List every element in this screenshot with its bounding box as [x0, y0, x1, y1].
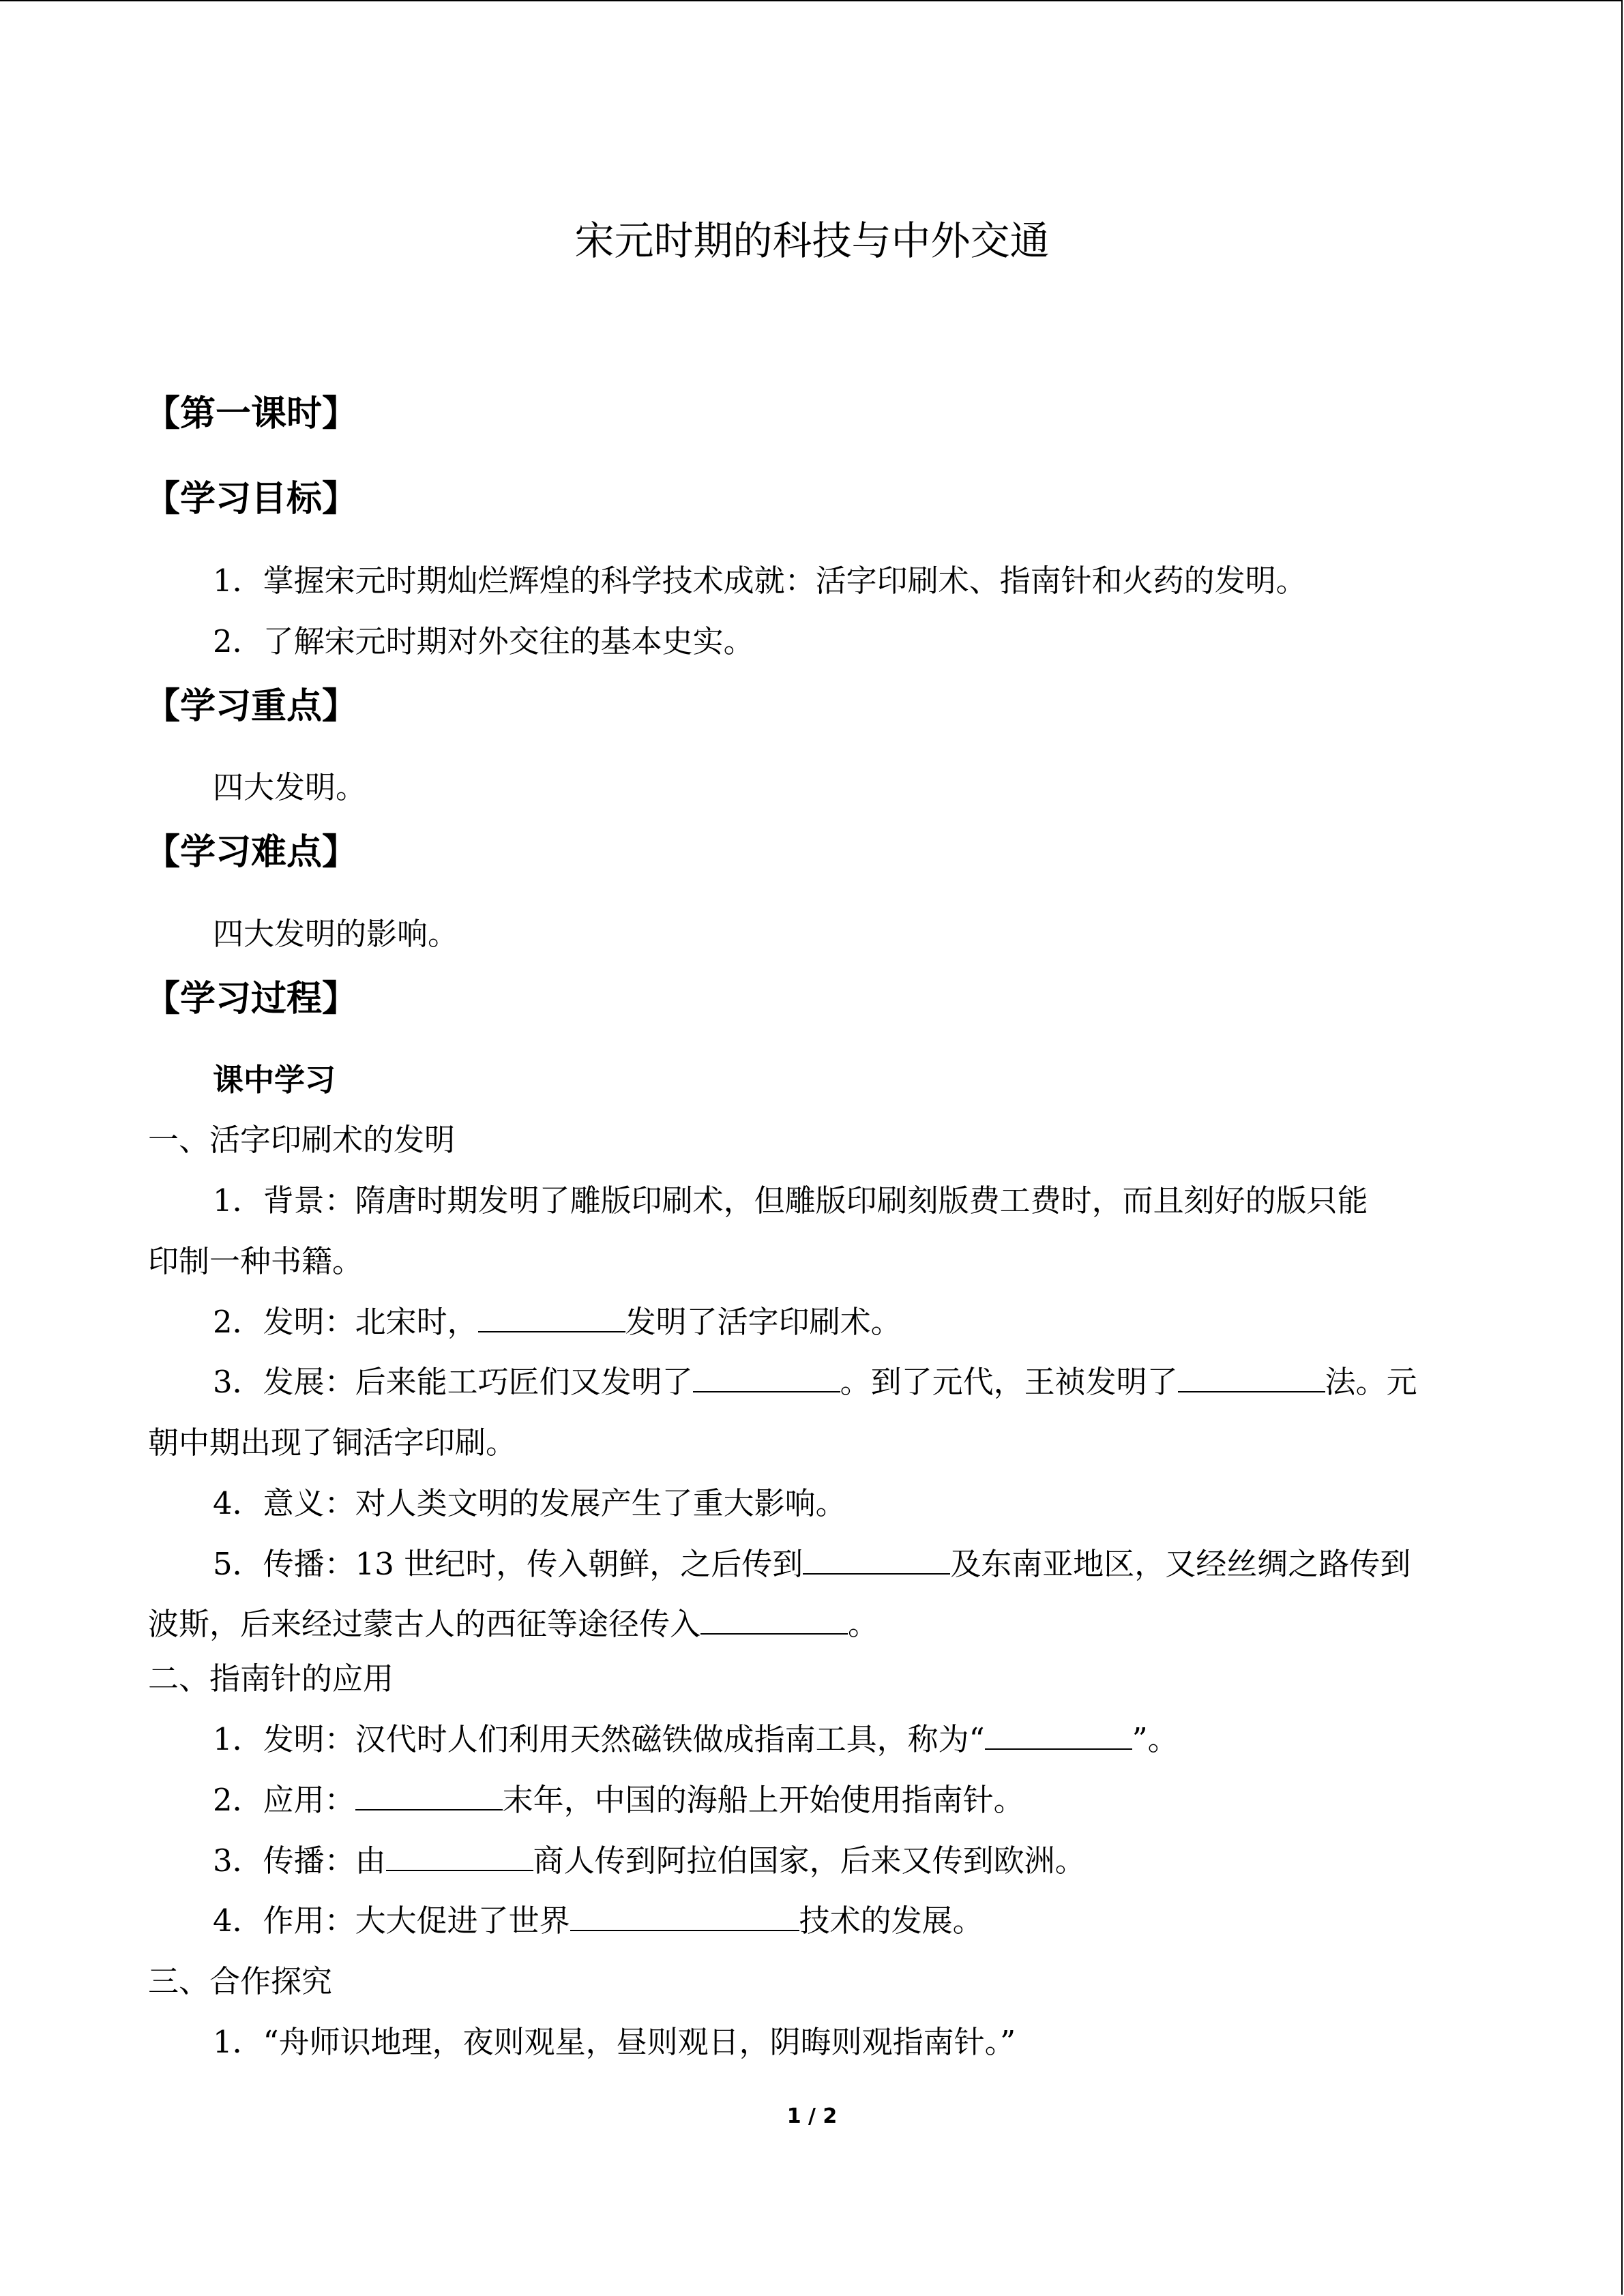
objective-item-2: 2．了解宋元时期对外交往的基本史实。: [213, 623, 754, 659]
part1-item3-text-b: 。到了元代，王祯发明了: [840, 1364, 1178, 1400]
part1-item1-line1: 1．背景：隋唐时期发明了雕版印刷术，但雕版印刷刻版费工费时，而且刻好的版只能: [213, 1182, 1368, 1219]
part1-item1-line2: 印制一种书籍。: [148, 1243, 364, 1279]
part1-item2-text-a: 2．发明：北宋时，: [213, 1304, 478, 1340]
part2-item3-text-a: 3．传播：由: [213, 1843, 386, 1879]
class-study-label: 课中学习: [213, 1062, 336, 1098]
part2-heading: 二、指南针的应用: [148, 1660, 394, 1697]
objectives-heading: 【学习目标】: [145, 479, 358, 520]
process-heading: 【学习过程】: [145, 979, 358, 1019]
part2-item2-text-a: 2．应用：: [213, 1782, 355, 1818]
part2-item4-text-a: 4．作用：大大促进了世界: [213, 1903, 570, 1939]
part1-item3-line2: 朝中期出现了铜活字印刷。: [148, 1425, 517, 1461]
fill-blank: [1178, 1360, 1325, 1392]
part1-item5-line2-text-b: 。: [848, 1606, 879, 1642]
fill-blank: [355, 1778, 503, 1810]
part1-item5-line2: [148, 1600, 879, 1648]
part2-item4-text-b: 技术的发展。: [799, 1903, 984, 1939]
part1-item3: [213, 1358, 1417, 1406]
part2-item1-text-b: ”。: [1132, 1721, 1179, 1757]
part3-heading: 三、合作探究: [148, 1963, 333, 1999]
part2-item4: [213, 1897, 984, 1945]
part1-item2: [213, 1298, 902, 1346]
difficulties-text: 四大发明的影响。: [213, 916, 459, 952]
part2-item1-text-a: 1．发明：汉代时人们利用天然磁铁做成指南工具，称为“: [213, 1721, 985, 1757]
objective-item-1: 1．掌握宋元时期灿烂辉煌的科学技术成就：活字印刷术、指南针和火药的发明。: [213, 563, 1307, 599]
part1-item4: 4．意义：对人类文明的发展产生了重大影响。: [213, 1485, 846, 1521]
part2-item3: [213, 1837, 1086, 1885]
page-number: 1 / 2: [786, 2104, 838, 2128]
page-title: 宋元时期的科技与中外交通: [574, 218, 1050, 264]
fill-blank: [478, 1300, 625, 1332]
part2-item2-text-b: 末年，中国的海船上开始使用指南针。: [502, 1782, 1024, 1818]
key-points-text: 四大发明。: [213, 769, 367, 805]
part2-item2: [213, 1776, 1024, 1824]
fill-blank: [985, 1717, 1132, 1750]
part1-item5-line2-text-a: 波斯，后来经过蒙古人的西征等途径传入: [148, 1606, 701, 1642]
part1-item5: [213, 1540, 1411, 1588]
difficulties-heading: 【学习难点】: [145, 832, 358, 873]
fill-blank: [700, 1602, 848, 1635]
fill-blank: [386, 1838, 533, 1871]
part2-item3-text-b: 商人传到阿拉伯国家，后来又传到欧洲。: [533, 1843, 1086, 1879]
part1-heading: 一、活字印刷术的发明: [148, 1122, 456, 1158]
fill-blank: [803, 1542, 950, 1575]
part1-item5-text-a: 5．传播：13 世纪时，传入朝鲜，之后传到: [213, 1546, 803, 1582]
part1-item3-text-a: 3．发展：后来能工巧匠们又发明了: [213, 1364, 693, 1400]
part2-item1: [213, 1716, 1179, 1763]
part1-item3-text-c: 法。元: [1325, 1364, 1417, 1400]
part1-item5-text-b: 及东南亚地区，又经丝绸之路传到: [950, 1546, 1411, 1582]
part1-item2-text-b: 发明了活字印刷术。: [625, 1304, 902, 1340]
lesson-heading: 【第一课时】: [145, 393, 358, 434]
fill-blank: [693, 1360, 840, 1392]
part3-item1: 1．“舟师识地理，夜则观星，昼则观日，阴晦则观指南针。”: [213, 2024, 1016, 2060]
key-points-heading: 【学习重点】: [145, 686, 358, 727]
fill-blank: [570, 1898, 799, 1931]
